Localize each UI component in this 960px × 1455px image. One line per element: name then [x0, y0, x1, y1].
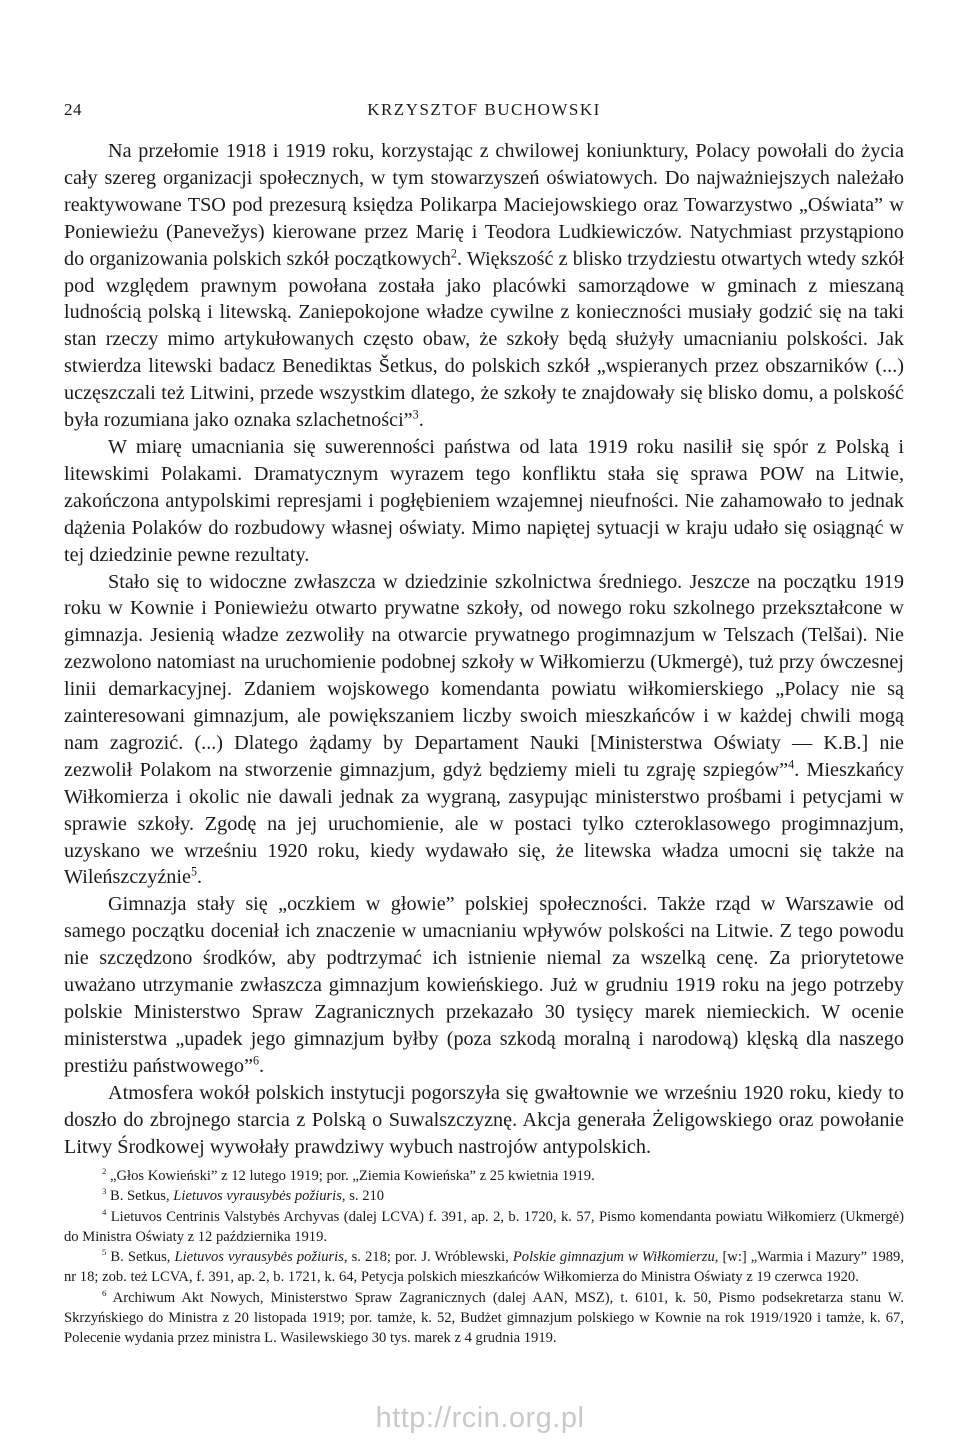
- body-paragraph: [64, 891, 904, 1079]
- text-run: B. Setkus,: [106, 1188, 174, 1205]
- footnote-ref: 2: [102, 1166, 107, 1177]
- footnote: [64, 1207, 904, 1248]
- text-run: , [w:] „Warmia i Mazury” 1989, nr 18; zob. też LCVA, f. 391, ap. 2, b. 1721, k. 64, Petycja polskich mieszkańców Wiłkomierza do Ministra Oświaty z 19 czerwca 1920.: [64, 1249, 905, 1286]
- watermark-url: http://rcin.org.pl: [375, 1402, 585, 1434]
- text-run: .: [259, 1054, 265, 1077]
- body-paragraph: [64, 434, 904, 569]
- text-run: , s. 218; por. J. Wróblewski,: [343, 1249, 513, 1266]
- footnotes: [64, 1166, 904, 1349]
- italic-title: Polskie gimnazjum w Wiłkomierzu: [512, 1249, 715, 1266]
- footnote-ref: 2: [450, 245, 457, 260]
- text-run: .: [197, 866, 203, 889]
- text-run: W miarę umacniania się suwerenności państwa od lata 1919 roku nasilił się spór z Polską i litewskimi Polakami. Dramatycznym wyrazem tego konfliktu stała się sprawa POW na Litwie, zakończona antypolskimi represjami i pogłębieniem wzajemnej nieufności. Nie zahamowało to jednak dążenia Polaków do rozbudowy własnej oświaty. Mimo napiętej sytuacji w kraju udało się osiągnąć w tej dziedzinie pewne rezultaty.: [64, 435, 904, 566]
- text-run: .: [418, 409, 424, 432]
- footnote: [64, 1247, 904, 1288]
- footnote-ref: 4: [788, 757, 795, 772]
- body-paragraph: [64, 138, 904, 434]
- footnote-ref: 3: [412, 407, 419, 422]
- italic-title: Lietuvos vyrausybės požiuris: [174, 1249, 344, 1266]
- text-run: Atmosfera wokół polskich instytucji pogorszyła się gwałtownie we wrześniu 1920 roku, kiedy to doszło do zbrojnego starcia z Polską o Suwalszczyznę. Akcja generała Żeligowskiego oraz powołanie Litwy Środkowej wywołały prawdziwy wybuch nastrojów antypolskich.: [64, 1081, 904, 1158]
- page-number: 24: [64, 100, 82, 119]
- text-run: . Mieszkańcy Wiłkomierza i okolic nie dawali jednak za wygraną, zasypując ministerstwo prośbami i petycjami w sprawie szkoły. Zgodę na jej uruchomienie, ale w postaci tylko czteroklasowego progimnazjum, uzyskano we wrześniu 1920 roku, kiedy wydawało się, że litewska władza umocni się także na Wileńszczyźnie: [64, 758, 904, 889]
- text-run: Na przełomie 1918 i 1919 roku, korzystając z chwilowej koniunktury, Polacy powołali do życia cały szereg organizacji społecznych, w tym stowarzyszeń oświatowych. Do najważniejszych należało reaktywowane TSO pod prezesurą księdza Polikarpa Maciejowskiego oraz Towarzystwo „Oświata” w Poniewieżu (Panevežys) kierowane przez Marię i Teodora Ludkiewiczów. Natychmiast przystąpiono do organizowania polskich szkół początkowych: [64, 140, 904, 270]
- text-run: , s. 210: [341, 1188, 385, 1205]
- text-run: Stało się to widoczne zwłaszcza w dziedzinie szkolnictwa średniego. Jeszcze na początku 1919 roku w Kownie i Poniewieżu otwarto prywatne szkoły, od nowego roku szkolnego przekształcone w gimnazja. Jesienią władze zezwoliły na otwarcie prywatnego progimnazjum w Telszach (Telšai). Nie zezwolono natomiast na uruchomienie podobnej szkoły w Wiłkomierzu (Ukmergė), tuż przy ówczesnej linii demarkacyjnej. Zdaniem wojskowego komendanta powiatu wiłkomierskiego „Polacy nie są zainteresowani gimnazjum, ale powiększaniem liczby swoich mieszkańców i w każdej chwili mogą nam zagrozić. (...) Dlatego żądamy by Departament Nauki [Ministerstwa Oświaty — K.B.] nie zezwolił Polakom na stworzenie gimnazjum, gdyż będziemy mieli tu zgraję szpiegów”: [64, 570, 904, 781]
- footnote-ref: 6: [102, 1287, 107, 1298]
- text-run: Gimnazja stały się „oczkiem w głowie” polskiej społeczności. Także rząd w Warszawie od samego początku doceniał ich znaczenie w umacnianiu wpływów polskości na Litwie. Z tego powodu nie szczędzono środków, aby podtrzymać ich istnienie niemal za wszelką cenę. Za priorytetowe uważano utrzymanie zwłaszcza gimnazjum kowieńskiego. Już w grudniu 1919 roku na jego potrzeby polskie Ministerstwo Spraw Zagranicznych przekazało 30 tysięcy marek niemieckich. W ocenie ministerstwa „upadek jego gimnazjum byłby (poza szkodą moralną i narodową) klęską dla naszego prestiżu państwowego”: [64, 893, 904, 1077]
- footnote-ref: 5: [190, 864, 198, 879]
- footnote-ref: 6: [252, 1053, 259, 1068]
- footnote-ref: 4: [102, 1206, 107, 1217]
- body-paragraph: [64, 1080, 904, 1161]
- main-text: [64, 138, 904, 1160]
- text-run: Lietuvos Centrinis Valstybės Archyvas (dalej LCVA) f. 391, ap. 2, b. 1720, k. 57, Pismo komendanta powiatu Wiłkomierz (Ukmergė) do Ministra Oświaty z 12 października 1919.: [64, 1208, 904, 1245]
- text-run: „Głos Kowieński” z 12 lutego 1919; por. „Ziemia Kowieńska” z 25 kwietnia 1919.: [106, 1168, 595, 1184]
- text-run: Archiwum Akt Nowych, Ministerstwo Spraw Zagranicznych (dalej AAN, MSZ), t. 6101, k. 50, Pismo podsekretarza stanu W. Skrzyńskiego do Ministra z 20 listopada 1919; por. tamże, k. 52, Budżet gimnazjum polskiego w Kownie na rok 1919/1920 i tamże, k. 67, Polecenie wydania przez ministra L. Wasilewskiego 30 tys. marek z 4 grudnia 1919.: [64, 1289, 904, 1347]
- footnote: [64, 1186, 904, 1206]
- text-run: B. Setkus,: [106, 1249, 175, 1266]
- running-title: KRZYSZTOF BUCHOWSKI: [367, 100, 601, 119]
- text-run: . Większość z blisko trzydziestu otwartych wtedy szkół pod względem prawnym powołana została jako placówki samorządowe w gminach z mieszaną ludnością polską i litewską. Zaniepokojone władze cywilne z konieczności musiały godzić się na taki stan rzeczy mimo artykułowanych często obaw, że szkoły będą służyły umacnianiu polskości. Jak stwierdza litewski badacz Benediktas Šetkus, do polskich szkół „wspieranych przez obszarników (...) uczęszczali też Litwini, przede wszystkim dlatego, że szkoły te znajdowały się blisko domu, a polskość była rozumiana jako oznaka szlachetności”: [64, 247, 904, 432]
- footnote: [64, 1288, 904, 1349]
- footnote: [64, 1166, 904, 1186]
- italic-title: Lietuvos vyrausybės požiuris: [173, 1188, 342, 1205]
- footnote-ref: 3: [102, 1186, 107, 1197]
- page-header: [64, 100, 904, 126]
- body-paragraph: [64, 569, 904, 892]
- footnote-ref: 5: [102, 1247, 107, 1258]
